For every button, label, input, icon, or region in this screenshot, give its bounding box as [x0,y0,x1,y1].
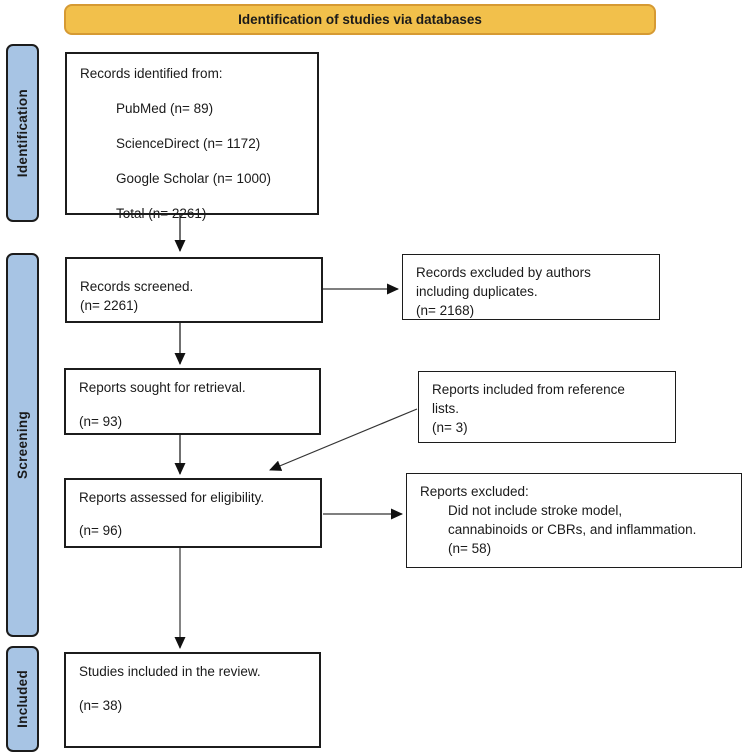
box-records-screened [65,257,323,323]
box-reports-assessed-count: (n= 96) [79,523,123,538]
box-reports-excluded-reason-2: cannabinoids or CBRs, and inflammation. [448,522,697,537]
box-records-identified-title: Records identified from: [80,66,223,81]
box-reports-sought [64,368,321,435]
box-records-excluded-duplicates-line-2: including duplicates. [416,284,538,299]
box-reports-excluded [406,473,742,568]
box-reports-excluded-reason-1: Did not include stroke model, [448,503,623,518]
box-studies-included-count: (n= 38) [79,698,123,713]
box-studies-included-line: Studies included in the review. [79,664,261,679]
box-reports-assessed-line: Reports assessed for eligibility. [79,490,265,505]
box-reports-from-reference-lists-line-1: Reports included from reference [432,382,625,397]
stage-label-included-text: Included [15,670,30,728]
box-reports-excluded-title: Reports excluded: [420,484,529,499]
box-studies-included [64,652,321,748]
box-records-identified-item-google-scholar: Google Scholar (n= 1000) [116,171,271,186]
banner-label: Identification of studies via databases [238,12,482,27]
stage-label-included [6,646,39,752]
box-records-excluded-duplicates-line-1: Records excluded by authors [416,265,591,280]
box-reports-sought-count: (n= 93) [79,414,123,429]
box-records-identified-item-sciencedirect: ScienceDirect (n= 1172) [116,136,261,151]
box-reports-excluded-count: (n= 58) [448,541,492,556]
box-records-identified-item-pubmed: PubMed (n= 89) [116,101,214,116]
box-records-excluded-duplicates [402,254,660,320]
box-reports-from-reference-lists-count: (n= 3) [432,420,468,435]
box-records-screened-line: Records screened. [80,279,194,294]
stage-label-screening-text: Screening [15,411,30,479]
stage-label-screening [6,253,39,637]
box-records-identified [65,52,319,221]
stage-label-identification-text: Identification [15,88,30,178]
box-records-excluded-duplicates-count: (n= 2168) [416,303,475,318]
box-records-screened-count: (n= 2261) [80,298,139,313]
banner [64,4,656,35]
box-reports-assessed [64,478,322,548]
box-reports-from-reference-lists [418,371,676,443]
stage-label-identification [6,44,39,222]
box-records-identified-item-total: Total (n= 2261) [116,206,207,221]
box-reports-from-reference-lists-line-2: lists. [432,401,459,416]
box-reports-sought-line: Reports sought for retrieval. [79,380,246,395]
